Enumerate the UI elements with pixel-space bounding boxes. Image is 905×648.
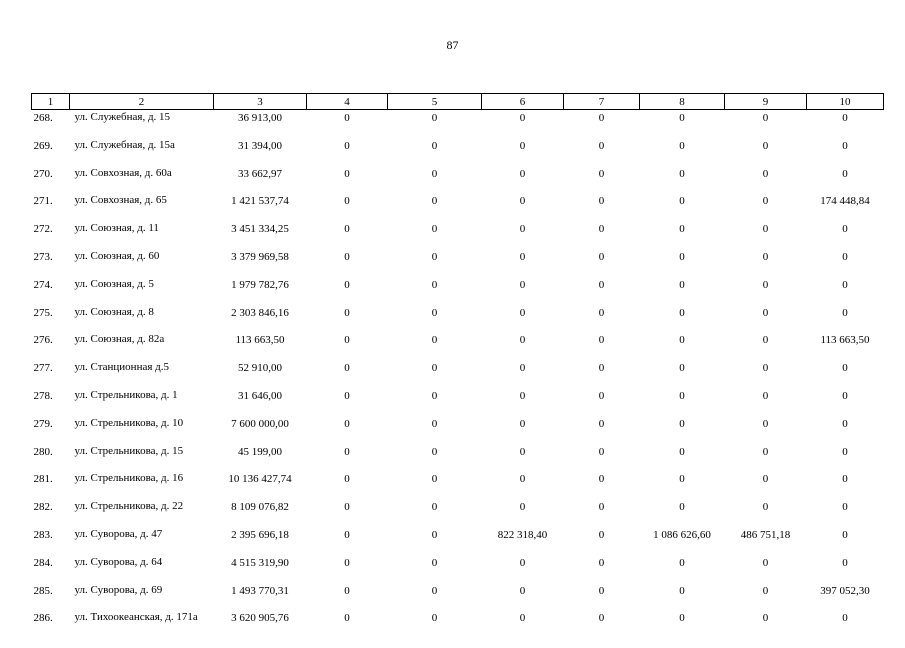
row-number-cell: 268. bbox=[32, 110, 70, 138]
value-cell: 0 bbox=[307, 555, 388, 583]
value-cell: 0 bbox=[388, 277, 482, 305]
value-cell: 397 052,30 bbox=[807, 583, 884, 611]
address-cell: ул. Стрельникова, д. 15 bbox=[70, 444, 214, 472]
row-number-cell: 274. bbox=[32, 277, 70, 305]
row-number-cell: 277. bbox=[32, 360, 70, 388]
row-number-cell: 278. bbox=[32, 388, 70, 416]
table-row bbox=[32, 527, 884, 555]
address-cell: ул. Суворова, д. 64 bbox=[70, 555, 214, 583]
value-cell: 0 bbox=[725, 388, 807, 416]
value-cell: 0 bbox=[564, 249, 640, 277]
address-cell: ул. Союзная, д. 11 bbox=[70, 221, 214, 249]
table-row bbox=[32, 221, 884, 249]
column-header: 2 bbox=[70, 94, 214, 110]
value-cell: 0 bbox=[725, 444, 807, 472]
value-cell: 0 bbox=[640, 332, 725, 360]
table-row bbox=[32, 444, 884, 472]
value-cell: 0 bbox=[725, 360, 807, 388]
row-number-cell: 285. bbox=[32, 583, 70, 611]
value-cell: 0 bbox=[482, 388, 564, 416]
table-row bbox=[32, 138, 884, 166]
value-cell: 0 bbox=[807, 471, 884, 499]
value-cell: 0 bbox=[640, 610, 725, 648]
column-header: 7 bbox=[564, 94, 640, 110]
row-number-cell: 269. bbox=[32, 138, 70, 166]
value-cell: 0 bbox=[482, 221, 564, 249]
value-cell: 0 bbox=[388, 388, 482, 416]
value-cell: 0 bbox=[307, 610, 388, 648]
column-header: 9 bbox=[725, 94, 807, 110]
value-cell: 0 bbox=[725, 471, 807, 499]
column-header: 10 bbox=[807, 94, 884, 110]
value-cell: 0 bbox=[388, 416, 482, 444]
table-body bbox=[32, 110, 884, 648]
row-number-cell: 276. bbox=[32, 332, 70, 360]
value-cell: 0 bbox=[307, 583, 388, 611]
row-number-cell: 272. bbox=[32, 221, 70, 249]
value-cell: 0 bbox=[482, 110, 564, 138]
value-cell: 0 bbox=[482, 583, 564, 611]
value-cell: 0 bbox=[640, 166, 725, 194]
value-cell: 52 910,00 bbox=[214, 360, 307, 388]
value-cell: 0 bbox=[725, 277, 807, 305]
value-cell: 0 bbox=[388, 610, 482, 648]
table-row bbox=[32, 499, 884, 527]
value-cell: 0 bbox=[640, 471, 725, 499]
value-cell: 0 bbox=[482, 193, 564, 221]
value-cell: 0 bbox=[388, 249, 482, 277]
value-cell: 0 bbox=[564, 360, 640, 388]
value-cell: 0 bbox=[482, 610, 564, 648]
value-cell: 822 318,40 bbox=[482, 527, 564, 555]
address-cell: ул. Тихоокеанская, д. 171а bbox=[70, 610, 214, 648]
value-cell: 0 bbox=[388, 332, 482, 360]
address-cell: ул. Стрельникова, д. 22 bbox=[70, 499, 214, 527]
address-cell: ул. Станционная д.5 bbox=[70, 360, 214, 388]
value-cell: 0 bbox=[807, 388, 884, 416]
value-cell: 0 bbox=[482, 305, 564, 333]
table-row bbox=[32, 610, 884, 648]
table-row bbox=[32, 277, 884, 305]
value-cell: 0 bbox=[307, 193, 388, 221]
address-cell: ул. Суворова, д. 69 bbox=[70, 583, 214, 611]
value-cell: 0 bbox=[725, 249, 807, 277]
value-cell: 0 bbox=[388, 499, 482, 527]
value-cell: 0 bbox=[640, 110, 725, 138]
value-cell: 0 bbox=[482, 166, 564, 194]
address-cell: ул. Союзная, д. 8 bbox=[70, 305, 214, 333]
value-cell: 0 bbox=[564, 583, 640, 611]
value-cell: 0 bbox=[807, 416, 884, 444]
row-number-cell: 280. bbox=[32, 444, 70, 472]
value-cell: 0 bbox=[640, 249, 725, 277]
value-cell: 113 663,50 bbox=[807, 332, 884, 360]
value-cell: 8 109 076,82 bbox=[214, 499, 307, 527]
value-cell: 0 bbox=[307, 360, 388, 388]
value-cell: 0 bbox=[482, 555, 564, 583]
value-cell: 0 bbox=[307, 277, 388, 305]
value-cell: 0 bbox=[564, 166, 640, 194]
value-cell: 0 bbox=[725, 416, 807, 444]
value-cell: 4 515 319,90 bbox=[214, 555, 307, 583]
value-cell: 0 bbox=[388, 221, 482, 249]
table-row bbox=[32, 110, 884, 138]
page-number: 87 bbox=[0, 38, 905, 53]
value-cell: 0 bbox=[725, 583, 807, 611]
value-cell: 0 bbox=[307, 332, 388, 360]
value-cell: 0 bbox=[725, 610, 807, 648]
data-table bbox=[31, 93, 884, 648]
table-row bbox=[32, 166, 884, 194]
value-cell: 0 bbox=[640, 388, 725, 416]
value-cell: 0 bbox=[564, 332, 640, 360]
column-header: 6 bbox=[482, 94, 564, 110]
value-cell: 0 bbox=[564, 416, 640, 444]
value-cell: 0 bbox=[807, 110, 884, 138]
value-cell: 0 bbox=[807, 444, 884, 472]
value-cell: 0 bbox=[640, 416, 725, 444]
address-cell: ул. Стрельникова, д. 16 bbox=[70, 471, 214, 499]
value-cell: 0 bbox=[640, 138, 725, 166]
value-cell: 36 913,00 bbox=[214, 110, 307, 138]
value-cell: 0 bbox=[307, 305, 388, 333]
value-cell: 0 bbox=[482, 416, 564, 444]
table-row bbox=[32, 305, 884, 333]
value-cell: 0 bbox=[807, 138, 884, 166]
row-number-cell: 271. bbox=[32, 193, 70, 221]
value-cell: 0 bbox=[307, 166, 388, 194]
value-cell: 0 bbox=[388, 555, 482, 583]
value-cell: 1 421 537,74 bbox=[214, 193, 307, 221]
address-cell: ул. Союзная, д. 82а bbox=[70, 332, 214, 360]
row-number-cell: 282. bbox=[32, 499, 70, 527]
value-cell: 0 bbox=[725, 138, 807, 166]
value-cell: 0 bbox=[307, 388, 388, 416]
column-header: 3 bbox=[214, 94, 307, 110]
row-number-cell: 284. bbox=[32, 555, 70, 583]
value-cell: 0 bbox=[564, 471, 640, 499]
value-cell: 0 bbox=[388, 527, 482, 555]
value-cell: 0 bbox=[725, 166, 807, 194]
value-cell: 2 395 696,18 bbox=[214, 527, 307, 555]
value-cell: 0 bbox=[640, 221, 725, 249]
value-cell: 0 bbox=[388, 138, 482, 166]
value-cell: 0 bbox=[725, 332, 807, 360]
value-cell: 3 451 334,25 bbox=[214, 221, 307, 249]
value-cell: 0 bbox=[564, 277, 640, 305]
value-cell: 0 bbox=[388, 305, 482, 333]
value-cell: 0 bbox=[640, 193, 725, 221]
value-cell: 0 bbox=[307, 221, 388, 249]
value-cell: 0 bbox=[307, 471, 388, 499]
address-cell: ул. Совхозная, д. 60а bbox=[70, 166, 214, 194]
value-cell: 0 bbox=[564, 193, 640, 221]
value-cell: 0 bbox=[725, 221, 807, 249]
value-cell: 0 bbox=[725, 110, 807, 138]
value-cell: 0 bbox=[564, 499, 640, 527]
value-cell: 0 bbox=[307, 527, 388, 555]
row-number-cell: 273. bbox=[32, 249, 70, 277]
value-cell: 0 bbox=[564, 138, 640, 166]
value-cell: 31 646,00 bbox=[214, 388, 307, 416]
value-cell: 0 bbox=[640, 305, 725, 333]
value-cell: 0 bbox=[807, 610, 884, 648]
value-cell: 0 bbox=[388, 166, 482, 194]
address-cell: ул. Совхозная, д. 65 bbox=[70, 193, 214, 221]
address-cell: ул. Союзная, д. 5 bbox=[70, 277, 214, 305]
address-cell: ул. Союзная, д. 60 bbox=[70, 249, 214, 277]
value-cell: 7 600 000,00 bbox=[214, 416, 307, 444]
column-header: 1 bbox=[32, 94, 70, 110]
value-cell: 0 bbox=[388, 193, 482, 221]
value-cell: 0 bbox=[725, 193, 807, 221]
value-cell: 0 bbox=[807, 249, 884, 277]
value-cell: 0 bbox=[807, 221, 884, 249]
value-cell: 0 bbox=[482, 277, 564, 305]
table-row bbox=[32, 388, 884, 416]
value-cell: 0 bbox=[482, 138, 564, 166]
value-cell: 0 bbox=[807, 555, 884, 583]
value-cell: 0 bbox=[564, 444, 640, 472]
value-cell: 10 136 427,74 bbox=[214, 471, 307, 499]
value-cell: 0 bbox=[482, 444, 564, 472]
table-row bbox=[32, 471, 884, 499]
value-cell: 0 bbox=[564, 305, 640, 333]
value-cell: 0 bbox=[564, 110, 640, 138]
address-cell: ул. Стрельникова, д. 10 bbox=[70, 416, 214, 444]
row-number-cell: 270. bbox=[32, 166, 70, 194]
value-cell: 0 bbox=[640, 277, 725, 305]
value-cell: 0 bbox=[564, 555, 640, 583]
value-cell: 0 bbox=[725, 555, 807, 583]
value-cell: 0 bbox=[807, 527, 884, 555]
table-row bbox=[32, 555, 884, 583]
value-cell: 0 bbox=[807, 305, 884, 333]
value-cell: 0 bbox=[482, 360, 564, 388]
value-cell: 1 979 782,76 bbox=[214, 277, 307, 305]
value-cell: 0 bbox=[388, 471, 482, 499]
value-cell: 45 199,00 bbox=[214, 444, 307, 472]
value-cell: 33 662,97 bbox=[214, 166, 307, 194]
value-cell: 0 bbox=[482, 249, 564, 277]
value-cell: 174 448,84 bbox=[807, 193, 884, 221]
address-cell: ул. Служебная, д. 15 bbox=[70, 110, 214, 138]
value-cell: 0 bbox=[482, 471, 564, 499]
table-row bbox=[32, 193, 884, 221]
table-row bbox=[32, 583, 884, 611]
value-cell: 31 394,00 bbox=[214, 138, 307, 166]
value-cell: 0 bbox=[388, 360, 482, 388]
table-row bbox=[32, 332, 884, 360]
value-cell: 0 bbox=[482, 332, 564, 360]
value-cell: 1 086 626,60 bbox=[640, 527, 725, 555]
value-cell: 0 bbox=[564, 388, 640, 416]
value-cell: 3 620 905,76 bbox=[214, 610, 307, 648]
value-cell: 0 bbox=[388, 444, 482, 472]
column-header: 4 bbox=[307, 94, 388, 110]
value-cell: 0 bbox=[564, 221, 640, 249]
value-cell: 2 303 846,16 bbox=[214, 305, 307, 333]
value-cell: 0 bbox=[807, 166, 884, 194]
value-cell: 0 bbox=[307, 444, 388, 472]
value-cell: 0 bbox=[388, 583, 482, 611]
table-row bbox=[32, 416, 884, 444]
value-cell: 0 bbox=[640, 444, 725, 472]
value-cell: 0 bbox=[640, 499, 725, 527]
value-cell: 0 bbox=[564, 527, 640, 555]
value-cell: 486 751,18 bbox=[725, 527, 807, 555]
address-cell: ул. Служебная, д. 15а bbox=[70, 138, 214, 166]
value-cell: 0 bbox=[564, 610, 640, 648]
row-number-cell: 281. bbox=[32, 471, 70, 499]
row-number-cell: 279. bbox=[32, 416, 70, 444]
value-cell: 0 bbox=[807, 277, 884, 305]
value-cell: 0 bbox=[307, 138, 388, 166]
address-cell: ул. Суворова, д. 47 bbox=[70, 527, 214, 555]
row-number-cell: 275. bbox=[32, 305, 70, 333]
table-header-row bbox=[32, 94, 884, 110]
row-number-cell: 283. bbox=[32, 527, 70, 555]
table-row bbox=[32, 249, 884, 277]
value-cell: 0 bbox=[640, 555, 725, 583]
value-cell: 0 bbox=[307, 249, 388, 277]
table-row bbox=[32, 360, 884, 388]
value-cell: 0 bbox=[388, 110, 482, 138]
value-cell: 0 bbox=[807, 360, 884, 388]
row-number-cell: 286. bbox=[32, 610, 70, 648]
value-cell: 0 bbox=[807, 499, 884, 527]
value-cell: 0 bbox=[482, 499, 564, 527]
value-cell: 1 493 770,31 bbox=[214, 583, 307, 611]
value-cell: 0 bbox=[307, 110, 388, 138]
value-cell: 0 bbox=[725, 499, 807, 527]
value-cell: 0 bbox=[307, 499, 388, 527]
value-cell: 0 bbox=[307, 416, 388, 444]
column-header: 8 bbox=[640, 94, 725, 110]
address-cell: ул. Стрельникова, д. 1 bbox=[70, 388, 214, 416]
value-cell: 3 379 969,58 bbox=[214, 249, 307, 277]
value-cell: 113 663,50 bbox=[214, 332, 307, 360]
column-header: 5 bbox=[388, 94, 482, 110]
value-cell: 0 bbox=[640, 583, 725, 611]
value-cell: 0 bbox=[640, 360, 725, 388]
value-cell: 0 bbox=[725, 305, 807, 333]
